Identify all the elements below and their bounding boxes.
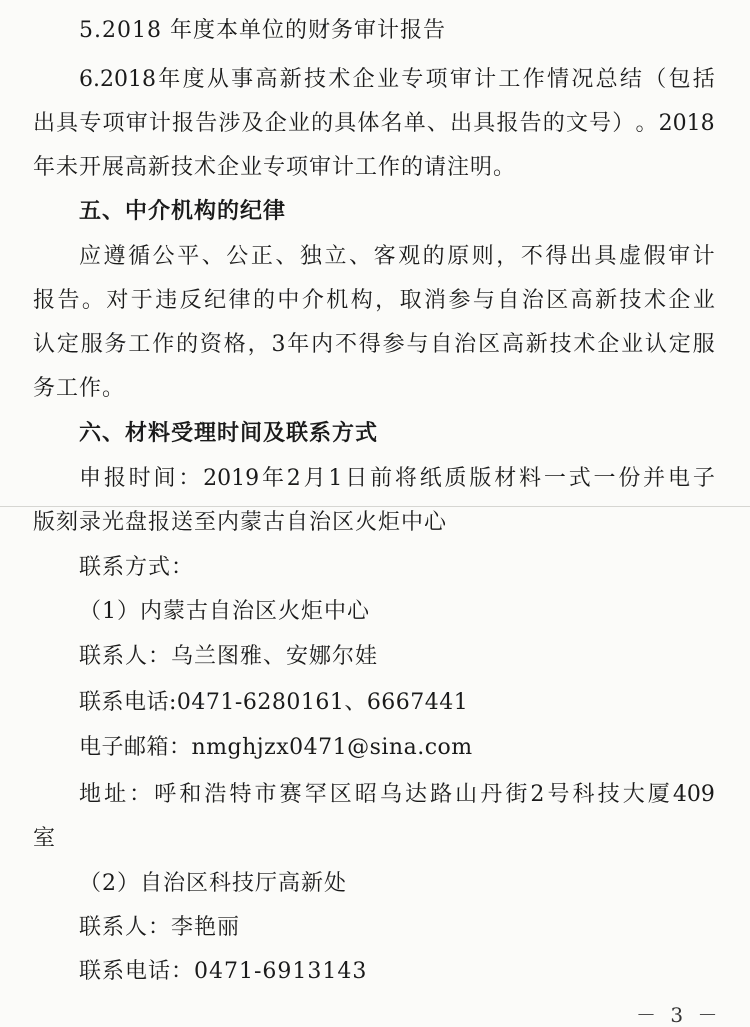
item-5: 5.2018 年度本单位的财务审计报告: [79, 18, 446, 43]
section-5-heading: 五、中介机构的纪律: [79, 199, 287, 224]
section-5-line-2: 报 告 。 对 于 违 反 纪 律 的 中 介 机 构 ， 取 消 参 与 自 治 区 高 新 技 术 企 业: [33, 288, 715, 313]
page-fold-line: [0, 506, 750, 507]
org-1-name: （1）内蒙古自治区火炬中心: [79, 599, 370, 624]
item-6-line-3: 年未开展高新技术企业专项审计工作的请注明。: [33, 155, 517, 180]
org-1-address-line-2: 室: [33, 826, 57, 851]
org-1-phone: 联系电话:0471-6280161、6667441: [79, 690, 469, 715]
org-1-address-line-1: 地 址 ： 呼 和 浩 特 市 赛 罕 区 昭 乌 达 路 山 丹 街 2 号 科 技 大 厦 409: [79, 782, 715, 807]
section-5-line-4: 务工作。: [33, 376, 126, 401]
submit-time-line-1: 申 报 时 间 ： 2019 年 2 月 1 日 前 将 纸 质 版 材 料 一 式 一 份 并 电 子: [79, 466, 715, 491]
item-6-line-2: 出 具 专 项 审 计 报 告 涉 及 企 业 的 具 体 名 单 、 出 具 报 告 的 文 号 ） 。 2018: [33, 111, 715, 136]
org-2-contact-person: 联系人：李艳丽: [79, 915, 241, 940]
contact-label: 联系方式：: [79, 555, 195, 580]
section-6-heading: 六、材料受理时间及联系方式: [79, 421, 379, 446]
org-1-contact-person: 联系人：乌兰图雅、安娜尔娃: [79, 644, 379, 669]
org-2-phone: 联系电话：0471-6913143: [79, 959, 368, 984]
item-6-line-1: 6.2018 年 度 从 事 高 新 技 术 企 业 专 项 审 计 工 作 情 况 总 结 （ 包 括: [79, 67, 715, 92]
org-2-name: （2）自治区科技厅高新处: [79, 871, 347, 896]
page-number: － 3 －: [636, 1003, 722, 1027]
section-5-line-3: 认 定 服 务 工 作 的 资 格 ， 3 年 内 不 得 参 与 自 治 区 高 新 技 术 企 业 认 定 服: [33, 332, 715, 357]
section-5-line-1: 应 遵 循 公 平 、 公 正 、 独 立 、 客 观 的 原 则 ， 不 得 出 具 虚 假 审 计: [79, 244, 715, 269]
org-1-email: 电子邮箱：nmghjzx0471@sina.com: [79, 735, 473, 760]
submit-time-line-2: 版刻录光盘报送至内蒙古自治区火炬中心: [33, 510, 448, 535]
